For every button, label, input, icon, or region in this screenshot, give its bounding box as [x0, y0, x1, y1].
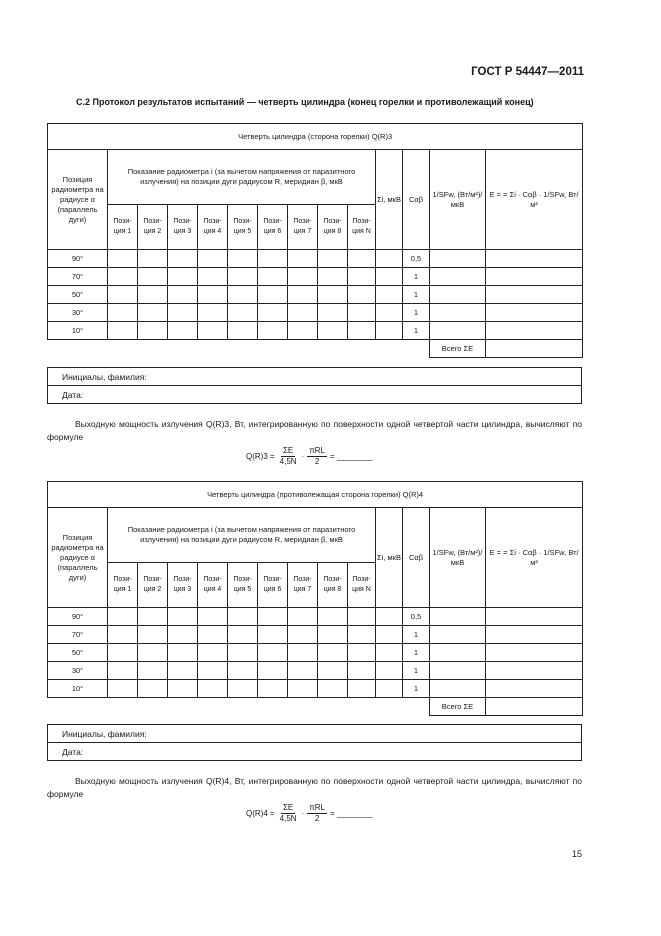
table-row	[48, 608, 583, 626]
position-header: Пози-ция 3	[168, 205, 198, 250]
total-row	[48, 340, 583, 358]
date-field[interactable]: Дата:	[48, 743, 582, 761]
total-label: Всего ΣE	[430, 340, 486, 358]
table-row	[48, 250, 583, 268]
initials-field[interactable]: Инициалы, фамилия:	[48, 368, 582, 386]
angle-cell: 10°	[48, 680, 108, 698]
position-header: Пози-ция 8	[318, 205, 348, 250]
total-label: Всего ΣE	[430, 698, 486, 716]
position-header: Пози-ция 4	[198, 563, 228, 608]
c-cell: 1	[403, 286, 430, 304]
angle-cell: 70°	[48, 268, 108, 286]
position-header: Пози-ция 8	[318, 563, 348, 608]
table-row	[48, 322, 583, 340]
signature-block-2	[47, 724, 582, 761]
table-row	[48, 644, 583, 662]
formula-lhs: Q(R)3 =	[246, 452, 275, 461]
position-header: Пози-ция 2	[138, 563, 168, 608]
paragraph-q4: Выходную мощность излучения Q(R)4, Вт, интегрированную по поверхности одной четвертой части цилиндра, вычисляют по формуле	[47, 776, 582, 799]
angle-cell: 10°	[48, 322, 108, 340]
position-header: Пози-ция 3	[168, 563, 198, 608]
c-cell: 1	[403, 644, 430, 662]
col-sum-header: Σi, мкВ	[376, 508, 403, 608]
initials-field[interactable]: Инициалы, фамилия:	[48, 725, 582, 743]
position-header: Пози-ция 5	[228, 205, 258, 250]
col-position-header: Позиция радиометра на радиусе α (параллель дуги)	[48, 508, 108, 608]
total-row	[48, 698, 583, 716]
c-cell: 0,5	[403, 608, 430, 626]
angle-cell: 50°	[48, 286, 108, 304]
position-header: Пози-ция 2	[138, 205, 168, 250]
c-cell: 1	[403, 268, 430, 286]
angle-cell: 90°	[48, 250, 108, 268]
table-row	[48, 304, 583, 322]
c-cell: 1	[403, 626, 430, 644]
angle-cell: 30°	[48, 304, 108, 322]
angle-cell: 90°	[48, 608, 108, 626]
signature-block-1	[47, 367, 582, 404]
section-title: С.2 Протокол результатов испытаний — четверть цилиндра (конец горелки и противолежащий конец)	[76, 97, 534, 107]
position-header: Пози-ция 1	[108, 563, 138, 608]
position-header: Пози-ция 1	[108, 205, 138, 250]
position-header: Пози-ция 7	[288, 563, 318, 608]
col-e-header: E = = Σi · Cαβ · 1/SFw, Вт/м²	[486, 150, 583, 250]
position-header: Пози-ция 7	[288, 205, 318, 250]
col-reading-header: Показание радиометра i (за вычетом напряжения от паразитного излучения) на позиции дуги радиусом R, меридиан β, мкВ	[108, 508, 376, 563]
table-row	[48, 680, 583, 698]
paragraph-q3: Выходную мощность излучения Q(R)3, Вт, интегрированную по поверхности одной четвертой части цилиндра, вычисляют по формуле	[47, 419, 582, 442]
c-cell: 1	[403, 662, 430, 680]
table-row	[48, 286, 583, 304]
col-position-header: Позиция радиометра на радиусе α (параллель дуги)	[48, 150, 108, 250]
c-cell: 1	[403, 304, 430, 322]
formula-lhs: Q(R)4 =	[246, 809, 275, 818]
formula-q3: Q(R)3 = $\frac{\Sigma E}{4,5N}$ · $\frac{\text{πRL}}{2}$ = ________	[246, 446, 373, 466]
position-header: Пози-ция N	[348, 205, 376, 250]
c-cell: 0,5	[403, 250, 430, 268]
protocol-table-q4	[47, 481, 583, 716]
col-sf-header: 1/SFw, (Вт/м²)/мкВ	[430, 150, 486, 250]
table-row	[48, 626, 583, 644]
formula-q4: Q(R)4 = $\frac{\Sigma E}{4,5N}$ · $\frac{\text{πRL}}{2}$ = ________	[246, 803, 373, 823]
col-c-header: Cαβ	[403, 150, 430, 250]
angle-cell: 70°	[48, 626, 108, 644]
c-cell: 1	[403, 322, 430, 340]
table-row	[48, 662, 583, 680]
table-row	[48, 268, 583, 286]
table-caption: Четверть цилиндра (противолежащая сторона горелки) Q(R)4	[48, 482, 583, 508]
table-caption: Четверть цилиндра (сторона горелки) Q(R)3	[48, 124, 583, 150]
standard-code: ГОСТ Р 54447—2011	[471, 66, 584, 78]
position-header: Пози-ция 5	[228, 563, 258, 608]
col-e-header: E = = Σi · Cαβ · 1/SFw, Вт/м²	[486, 508, 583, 608]
position-header: Пози-ция 6	[258, 563, 288, 608]
date-field[interactable]: Дата:	[48, 386, 582, 404]
c-cell: 1	[403, 680, 430, 698]
col-sum-header: Σi, мкВ	[376, 150, 403, 250]
page-number: 15	[571, 849, 582, 859]
col-sf-header: 1/SFw, (Вт/м²)/мкВ	[430, 508, 486, 608]
angle-cell: 30°	[48, 662, 108, 680]
position-header: Пози-ция 6	[258, 205, 288, 250]
position-header: Пози-ция 4	[198, 205, 228, 250]
position-header: Пози-ция N	[348, 563, 376, 608]
angle-cell: 50°	[48, 644, 108, 662]
col-c-header: Cαβ	[403, 508, 430, 608]
col-reading-header: Показание радиометра i (за вычетом напряжения от паразитного излучения) на позиции дуги радиусом R, меридиан β, мкВ	[108, 150, 376, 205]
protocol-table-q3	[47, 123, 583, 358]
